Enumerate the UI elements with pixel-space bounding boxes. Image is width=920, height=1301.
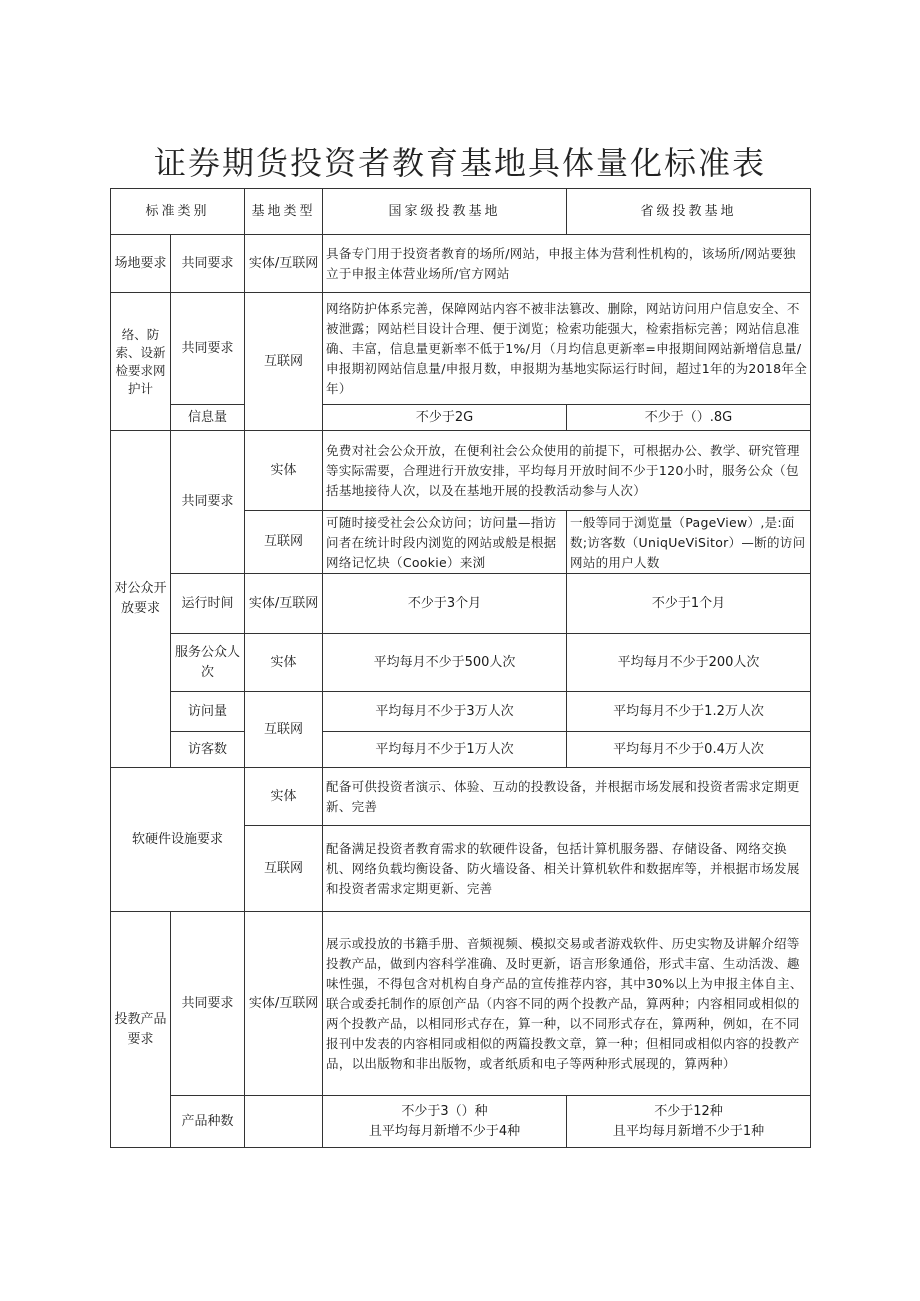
public-visits-label: 访问量 (171, 692, 245, 732)
product-kinds-national-2: 且平均每月新增不少于4种 (368, 1123, 521, 1139)
header-row (111, 189, 811, 235)
product-kinds-provincial-1: 不少于12种 (654, 1103, 723, 1119)
network-category: 络、防索、设新检要求网护计 (111, 293, 171, 431)
product-category: 投教产品要求 (111, 912, 171, 1148)
public-runtime-provincial: 不少于1个月 (567, 574, 811, 634)
header-category: 标准类别 (111, 189, 245, 235)
hardware-entity-text: 配备可供投资者演示、体验、互动的投教设备，并根据市场发展和投资者需求定期更新、完善 (323, 768, 811, 826)
public-internet-right-text: 一般等同于浏览量（PageView）,是:面数;访客数（UniqUeViSitor）—断的访问网站的用户人数 (570, 515, 806, 570)
header-national: 国家级投教基地 (323, 189, 567, 235)
product-text: 展示或投放的书籍手册、音频视频、模拟交易或者游戏软件、历史实物及讲解介绍等投教产品，做到内容科学准确、及时更新，语言形象通俗，形式丰富、生动活泼、趣味性强，不得包含对机构自身产品的宣传推荐内容，其中30%以上为申报主体自主、联合或委托制作的原创产品（内容不同的两个投教产品，算两种；内容相同或相似的两个投教产品，以相同形式存在，算一种，以不同形式存在，算两种，例如，在不同报刊中发表的内容相同或相似的两篇投教文章，算一种；但相同或相似内容的投教产品，以出版物和非出版物，或者纸质和电子等两种形式展现的，算两种） (323, 912, 811, 1096)
product-kinds-national-1: 不少于3（）种 (401, 1103, 488, 1119)
hardware-internet-text: 配备满足投资者教育需求的软硬件设备，包括计算机服务器、存储设备、网络交换机、网络负载均衡设备、防火墙设备、相关计算机软件和数据库等，并根据市场发展和投资者需求定期更新、完善 (323, 826, 811, 912)
public-internet-left-text: 可随时接受社会公众访问；访问量—指访问者在统计时段内浏览的网站或般是根据网络记忆块（Cookie）来浏 (326, 515, 557, 570)
header-base-type: 基地类型 (245, 189, 323, 235)
site-sub: 共同要求 (171, 235, 245, 293)
public-internet-left (323, 511, 567, 574)
public-serve-national: 平均每月不少于500人次 (323, 634, 567, 692)
public-entity-text: 免费对社会公众开放，在便利社会公众使用的前提下，可根据办公、教学、研究管理等实际需要，合理进行开放安排，平均每月开放时间不少于120小时，服务公众（包括基地接待人次，以及在基地开展的投教活动参与人次） (323, 431, 811, 511)
product-kinds-label: 产品种数 (171, 1096, 245, 1148)
public-visitors-provincial: 平均每月不少于0.4万人次 (567, 732, 811, 768)
product-kinds-provincial-2: 且平均每月新增不少于1种 (612, 1123, 765, 1139)
network-info-national: 不少于2G (323, 405, 567, 431)
hardware-internet-type: 互联网 (245, 826, 323, 912)
hardware-category: 软硬件设施要求 (111, 768, 245, 912)
hardware-entity-type: 实体 (245, 768, 323, 826)
network-type: 互联网 (245, 293, 323, 431)
public-common-label: 共同要求 (171, 431, 245, 574)
product-common-label: 共同要求 (171, 912, 245, 1096)
page-title: 证券期货投资者教育基地具体量化标准表 (153, 144, 766, 182)
public-category: 对公众开放要求 (111, 431, 171, 768)
public-serve-type: 实体 (245, 634, 323, 692)
public-entity-row (111, 431, 811, 511)
network-common-label: 共同要求 (171, 293, 245, 405)
public-runtime-label: 运行时间 (171, 574, 245, 634)
public-runtime-row (111, 574, 811, 634)
site-text: 具备专门用于投资者教育的场所/网站，申报主体为营利性机构的，该场所/网站要独立于申报主体营业场所/官方网站 (323, 235, 811, 293)
product-row (111, 912, 811, 1096)
public-visits-provincial: 平均每月不少于1.2万人次 (567, 692, 811, 732)
public-runtime-national: 不少于3个月 (323, 574, 567, 634)
site-row (111, 235, 811, 293)
standards-table (110, 188, 811, 1148)
network-info-provincial: 不少于（）.8G (567, 405, 811, 431)
public-serve-label: 服务公众人次 (171, 634, 245, 692)
product-type: 实体/互联网 (245, 912, 323, 1096)
public-entity-type: 实体 (245, 431, 323, 511)
product-kinds-row (111, 1096, 811, 1148)
network-info-label: 信息量 (171, 405, 245, 431)
public-internet-type: 互联网 (245, 511, 323, 574)
header-provincial: 省级投教基地 (567, 189, 811, 235)
network-row (111, 293, 811, 405)
public-runtime-type: 实体/互联网 (245, 574, 323, 634)
product-kinds-provincial (567, 1096, 811, 1148)
public-serve-row (111, 634, 811, 692)
network-info-row (111, 405, 811, 431)
public-internet-right (567, 511, 811, 574)
hardware-entity-row (111, 768, 811, 826)
product-kinds-empty (245, 1096, 323, 1148)
public-visits-row (111, 692, 811, 732)
product-kinds-national (323, 1096, 567, 1148)
public-serve-provincial: 平均每月不少于200人次 (567, 634, 811, 692)
network-text: 网络防护体系完善，保障网站内容不被非法篡改、删除，网站访问用户信息安全、不被泄露；网站栏目设计合理、便于浏览；检索功能强大，检索指标完善；网站信息准确、丰富，信息量更新率不低于1%/月（月均信息更新率=申报期间网站新增信息量/申报期初网站信息量/申报月数，申报期为基地实际运行时间，超过1年的为2018年全年） (323, 293, 811, 405)
public-visitors-row (111, 732, 811, 768)
public-visits-national: 平均每月不少于3万人次 (323, 692, 567, 732)
public-visitors-national: 平均每月不少于1万人次 (323, 732, 567, 768)
public-net-type: 互联网 (245, 692, 323, 768)
site-category: 场地要求 (111, 235, 171, 293)
site-type: 实体/互联网 (245, 235, 323, 293)
public-visitors-label: 访客数 (171, 732, 245, 768)
